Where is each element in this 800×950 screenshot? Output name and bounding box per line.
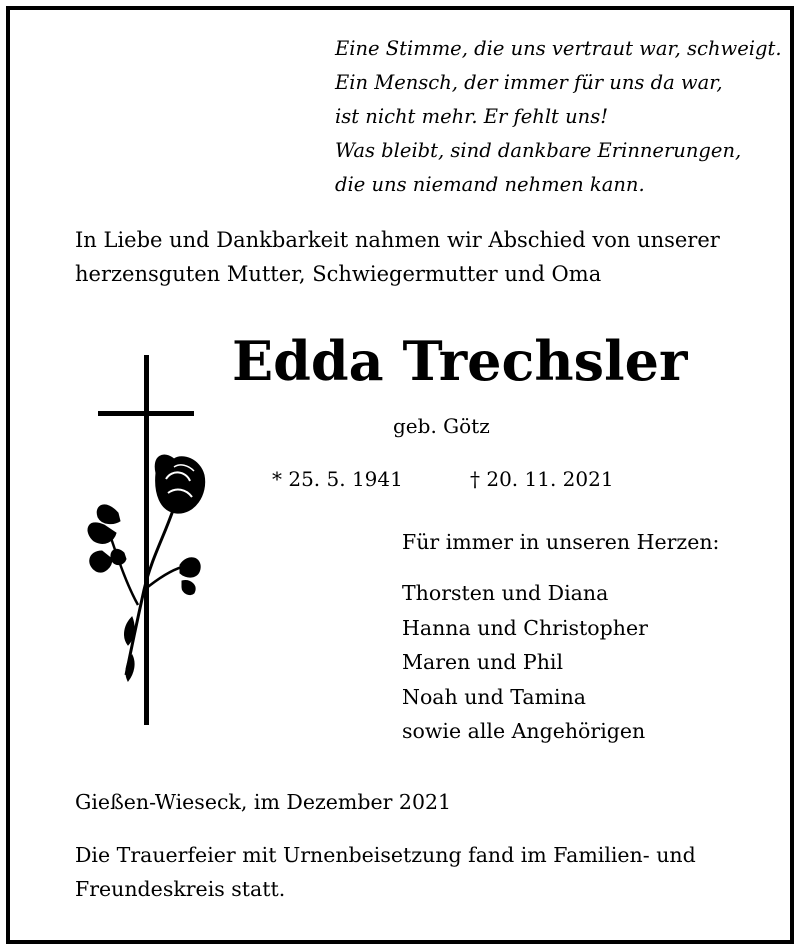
mourners-list — [402, 576, 648, 749]
deceased-name: Edda Trechsler — [232, 329, 688, 393]
poem-line: ist nicht mehr. Er fehlt uns! — [335, 105, 609, 128]
list-item: Maren und Phil — [402, 650, 564, 674]
list-item: sowie alle Angehörigen — [402, 719, 646, 743]
death-date: † 20. 11. 2021 — [470, 467, 614, 491]
poem-line: Was bleibt, sind dankbare Erinnerungen, — [335, 139, 742, 162]
funeral-line: Die Trauerfeier mit Urnenbeisetzung fand im Familien- und — [75, 843, 696, 867]
cross-with-rose-icon — [82, 355, 222, 725]
poem-line: Eine Stimme, die uns vertraut war, schweigt. — [335, 37, 782, 60]
mourners-motto: Für immer in unseren Herzen: — [402, 530, 720, 554]
poem-line: Ein Mensch, der immer für uns da war, — [335, 71, 723, 94]
intro-text — [75, 223, 720, 291]
intro-line: In Liebe und Dankbarkeit nahmen wir Abschied von unserer — [75, 228, 720, 252]
intro-line: herzensguten Mutter, Schwiegermutter und Oma — [75, 262, 602, 286]
poem-line: die uns niemand nehmen kann. — [335, 173, 645, 196]
maiden-name: geb. Götz — [393, 414, 490, 438]
list-item: Noah und Tamina — [402, 684, 586, 709]
list-item: Hanna und Christopher — [402, 615, 648, 640]
memorial-poem — [335, 32, 782, 202]
funeral-note — [75, 838, 696, 906]
list-item: Thorsten und Diana — [402, 581, 609, 605]
place-and-date: Gießen-Wieseck, im Dezember 2021 — [75, 790, 452, 814]
funeral-line: Freundeskreis statt. — [75, 877, 286, 901]
birth-date: * 25. 5. 1941 — [272, 467, 403, 491]
